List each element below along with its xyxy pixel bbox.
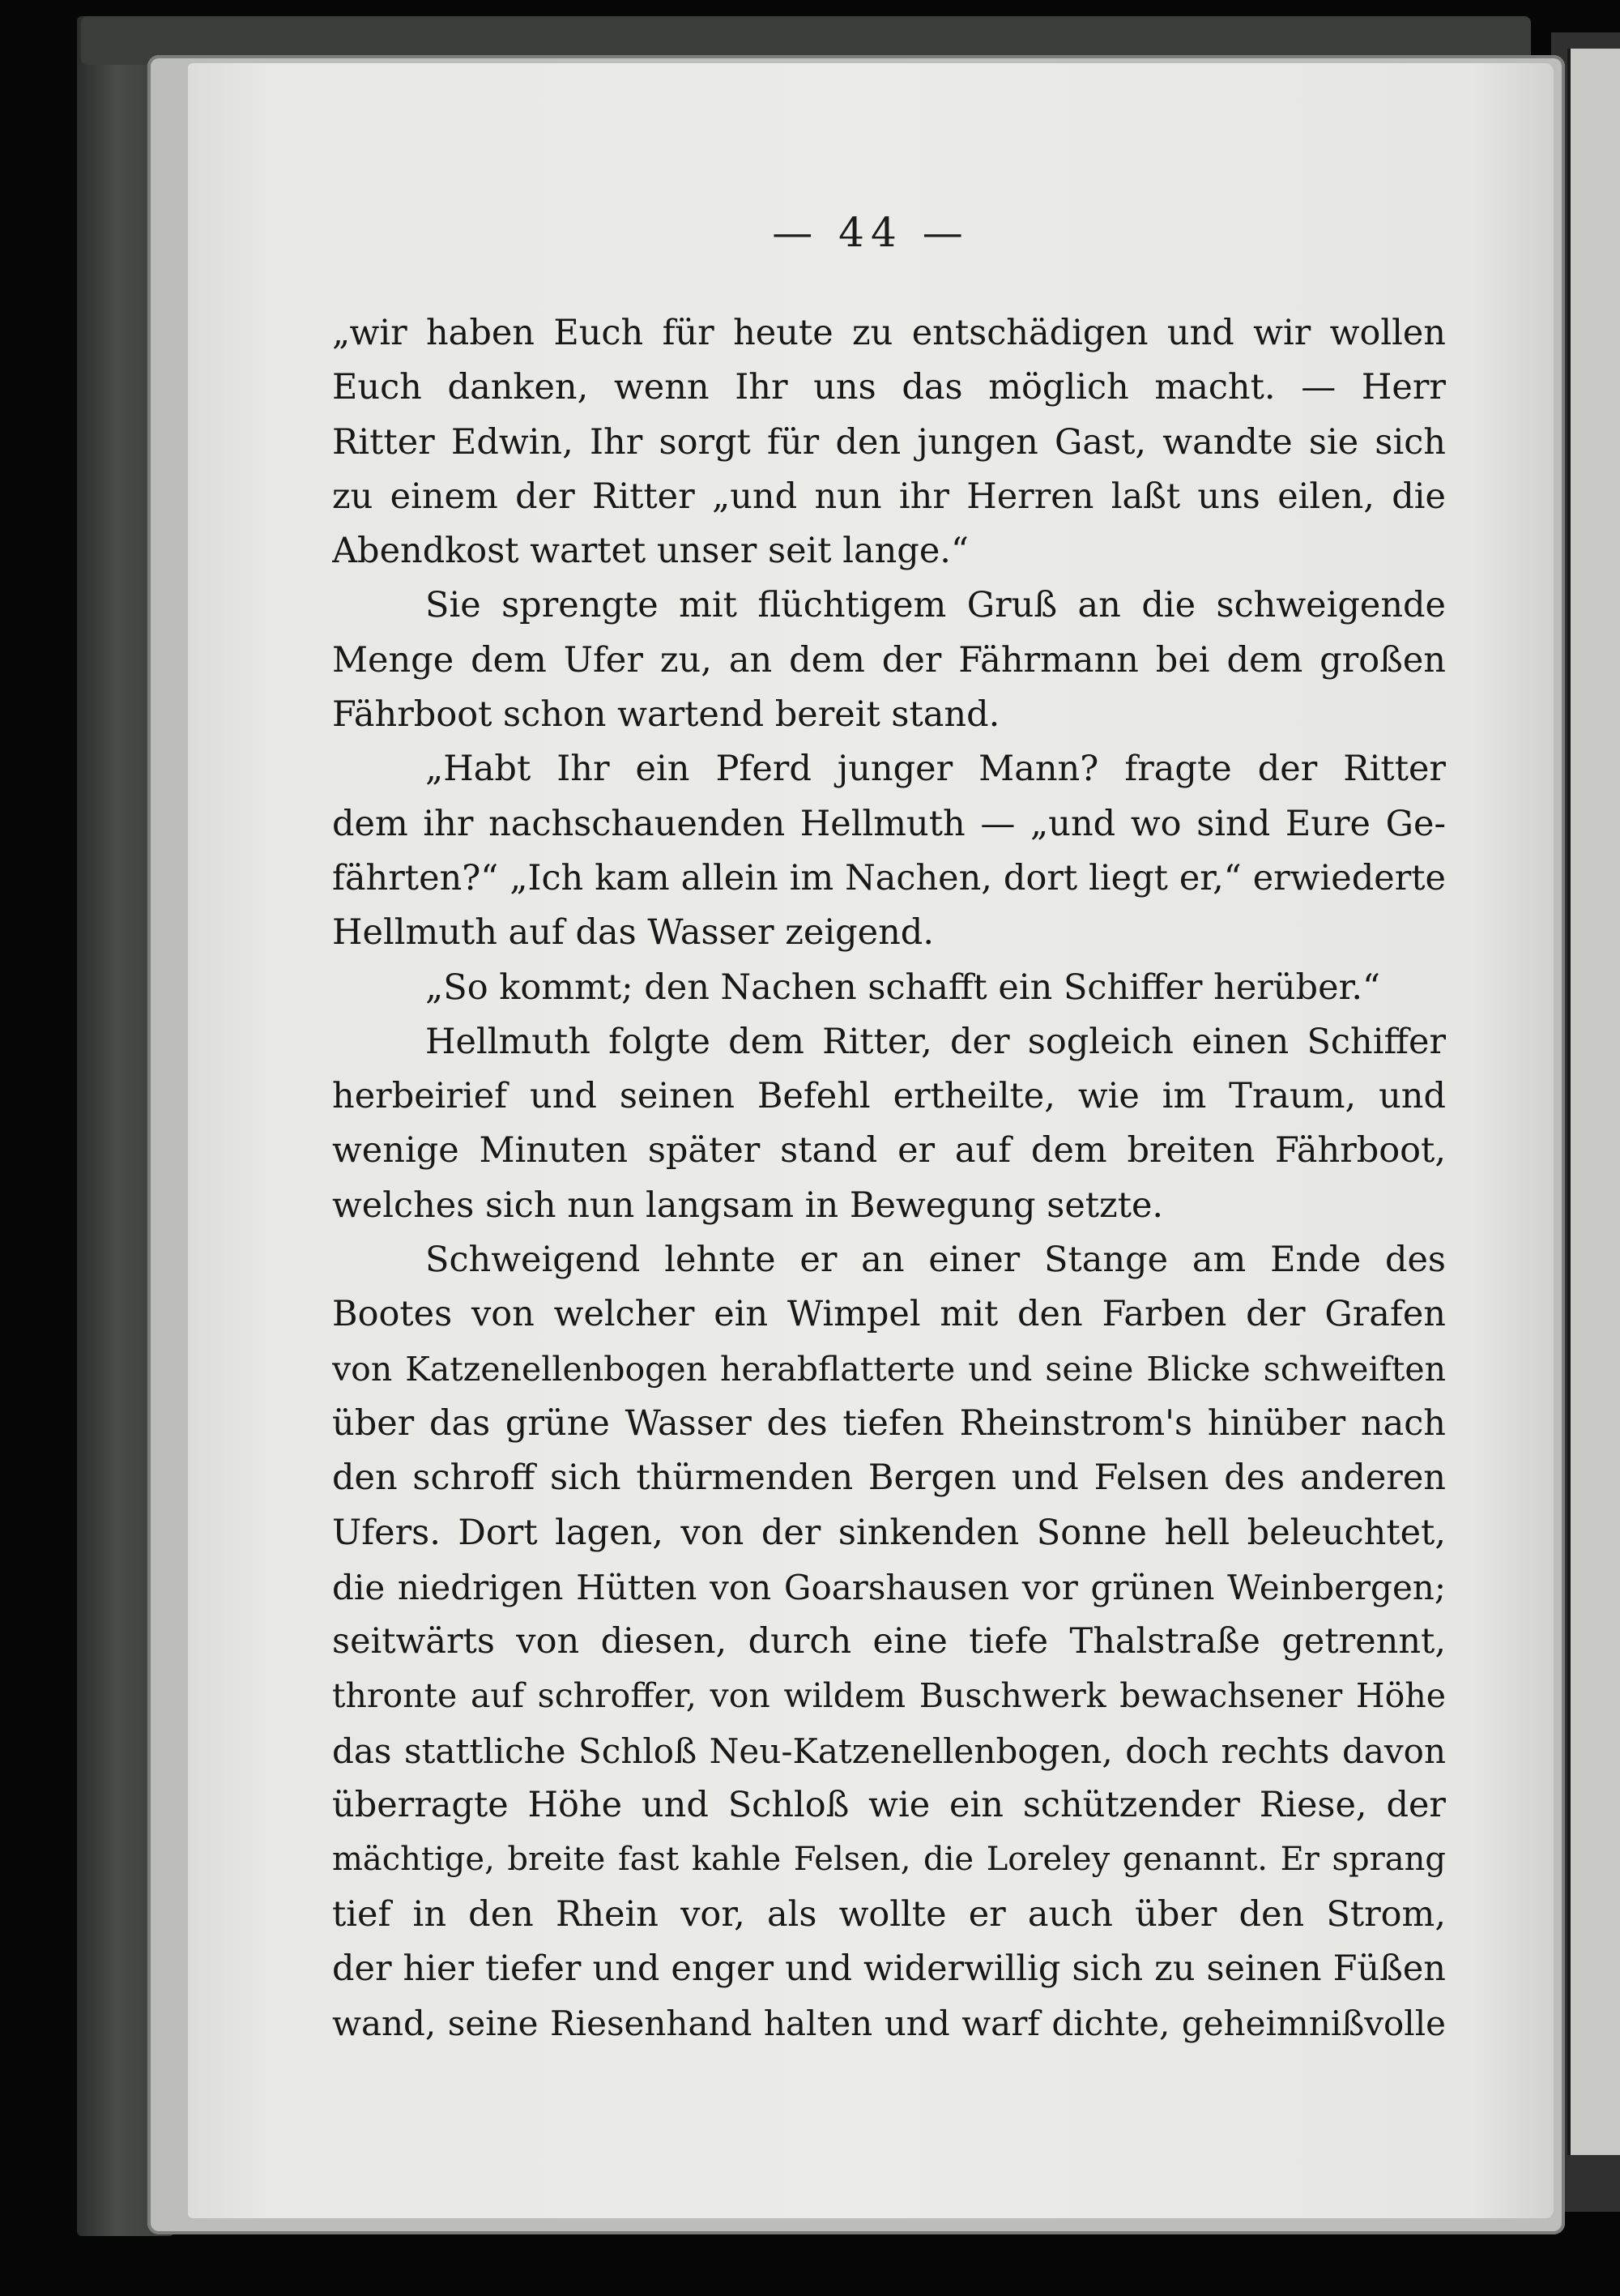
text-line: den schroff sich thürmenden Bergen und Felsen des anderen (332, 1457, 1446, 1499)
text-line: Ufers. Dort lagen, von der sinkenden Sonne hell beleuchtet, (332, 1512, 1446, 1553)
text-line: überragte Höhe und Schloß wie ein schützender Riese, der (332, 1785, 1446, 1826)
text-line: wenige Minuten später stand er auf dem breiten Fährboot, (332, 1130, 1446, 1171)
text-line: Ritter Edwin, Ihr sorgt für den jungen Gast, wandte sie sich (332, 421, 1446, 463)
text-line: Sie sprengte mit flüchtigem Gruß an die schweigende (425, 585, 1446, 626)
page-text-block (332, 306, 1446, 2051)
text-line: dem ihr nachschauenden Hellmuth — „und wo sind Eure Ge- (332, 803, 1446, 844)
text-line: welches sich nun langsam in Bewegung setzte. (332, 1184, 1164, 1226)
text-line: die niedrigen Hütten von Goarshausen vor grünen Weinbergen; (332, 1567, 1446, 1607)
text-line: tief in den Rhein vor, als wollte er auch über den Strom, (332, 1893, 1446, 1935)
text-line: Schweigend lehnte er an einer Stange am Ende des (425, 1240, 1446, 1281)
text-line: Euch danken, wenn Ihr uns das möglich macht. — Herr (332, 367, 1446, 408)
text-line: Bootes von welcher ein Wimpel mit den Farben der Grafen (332, 1294, 1446, 1335)
text-line: „So kommt; den Nachen schafft ein Schiffer herüber.“ (425, 967, 1380, 1008)
text-line: fährten?“ „Ich kam allein im Nachen, dort liegt er,“ erwiederte (332, 857, 1446, 898)
text-line: Abendkost wartet unser seit lange.“ (332, 531, 969, 572)
text-line: mächtige, breite fast kahle Felsen, die Loreley genannt. Er sprang (332, 1841, 1446, 1879)
text-line: Fährboot schon wartend bereit stand. (332, 694, 1000, 736)
text-line: wand, seine Riesenhand halten und warf dichte, geheimnißvolle (332, 2004, 1446, 2044)
text-line: Hellmuth auf das Wasser zeigend. (332, 912, 934, 954)
text-line: „wir haben Euch für heute zu entschädigen und wir wollen (332, 313, 1446, 353)
page-number: — 44 — (772, 209, 970, 256)
text-line: herbeirief und seinen Befehl ertheilte, wie im Traum, und (332, 1076, 1446, 1117)
text-line: Hellmuth folgte dem Ritter, der sogleich einen Schiffer (425, 1021, 1446, 1062)
text-line: zu einem der Ritter „und nun ihr Herren laßt uns eilen, die (332, 476, 1446, 517)
text-line: thronte auf schroffer, von wildem Buschwerk bewachsener Höhe (332, 1676, 1446, 1716)
text-line: das stattliche Schloß Neu-Katzenellenbogen, doch rechts davon (332, 1731, 1446, 1771)
text-line: „Habt Ihr ein Pferd junger Mann? fragte der Ritter (425, 749, 1446, 790)
text-line: seitwärts von diesen, durch eine tiefe Thalstraße getrennt, (332, 1621, 1446, 1662)
text-line: über das grüne Wasser des tiefen Rheinstrom's hinüber nach (332, 1402, 1446, 1444)
facing-page-edge (1567, 49, 1620, 2155)
book-page (188, 63, 1554, 2218)
text-line: von Katzenellenbogen herabflatterte und seine Blicke schweiften (332, 1349, 1446, 1389)
text-line: Menge dem Ufer zu, an dem der Fährmann bei dem großen (332, 639, 1446, 681)
text-line: der hier tiefer und enger und widerwillig sich zu seinen Füßen (332, 1948, 1446, 1989)
